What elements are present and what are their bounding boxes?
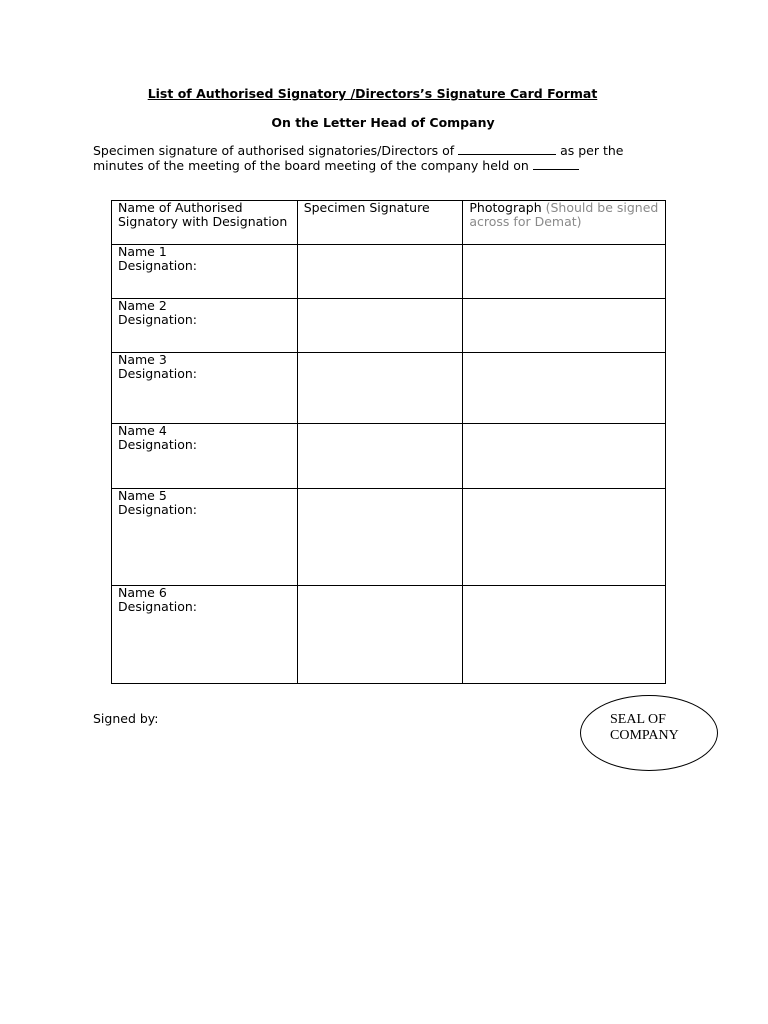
intro-paragraph <box>93 143 653 173</box>
photo-cell <box>463 489 666 586</box>
document-subtitle: On the Letter Head of Company <box>271 115 495 130</box>
signatory-name: Name 6 <box>118 585 167 600</box>
table-row <box>112 245 666 299</box>
signature-cell <box>297 489 463 586</box>
signatory-designation: Designation: <box>118 366 197 381</box>
header-photo <box>463 201 666 245</box>
signatory-designation: Designation: <box>118 312 197 327</box>
signatory-table <box>111 200 666 684</box>
signed-by-label: Signed by: <box>93 711 159 726</box>
intro-text-part2: as per the <box>556 143 624 158</box>
photo-cell <box>463 353 666 424</box>
signatory-cell <box>112 586 298 684</box>
table-row <box>112 299 666 353</box>
signatory-designation: Designation: <box>118 258 197 273</box>
intro-text-part1: Specimen signature of authorised signatories/Directors of <box>93 143 459 158</box>
table-row <box>112 353 666 424</box>
company-name-blank <box>458 144 556 155</box>
signatory-cell <box>112 489 298 586</box>
signature-cell <box>297 586 463 684</box>
table-header-row <box>112 201 666 245</box>
seal-text <box>610 712 710 744</box>
header-name: Name of Authorised Signatory with Designation <box>112 201 298 245</box>
signatory-name: Name 4 <box>118 423 167 438</box>
table-row <box>112 424 666 489</box>
signature-cell <box>297 424 463 489</box>
signatory-designation: Designation: <box>118 502 197 517</box>
meeting-date-blank <box>533 159 579 170</box>
signatory-cell <box>112 424 298 489</box>
signature-cell <box>297 299 463 353</box>
signatory-cell <box>112 353 298 424</box>
signatory-name: Name 3 <box>118 352 167 367</box>
photo-cell <box>463 245 666 299</box>
company-seal <box>580 695 718 771</box>
header-signature: Specimen Signature <box>297 201 463 245</box>
photo-cell <box>463 424 666 489</box>
signatory-name: Name 2 <box>118 298 167 313</box>
header-photo-note: (Should be signed across for Demat) <box>469 200 659 229</box>
table-row <box>112 489 666 586</box>
signatory-name: Name 1 <box>118 244 167 259</box>
signatory-cell <box>112 245 298 299</box>
seal-line2: COMPANY <box>610 728 679 743</box>
intro-text-line2: minutes of the meeting of the board meeting of the company held on <box>93 158 533 173</box>
document-title: List of Authorised Signatory /Directors’s Signature Card Format <box>147 86 598 101</box>
photo-cell <box>463 586 666 684</box>
signatory-designation: Designation: <box>118 599 197 614</box>
signatory-designation: Designation: <box>118 437 197 452</box>
signature-cell <box>297 245 463 299</box>
header-photo-label: Photograph <box>469 200 542 215</box>
signatory-cell <box>112 299 298 353</box>
seal-line1: SEAL OF <box>610 712 666 727</box>
photo-cell <box>463 299 666 353</box>
signatory-name: Name 5 <box>118 488 167 503</box>
intro-line2 <box>93 158 653 173</box>
signature-cell <box>297 353 463 424</box>
table-row <box>112 586 666 684</box>
